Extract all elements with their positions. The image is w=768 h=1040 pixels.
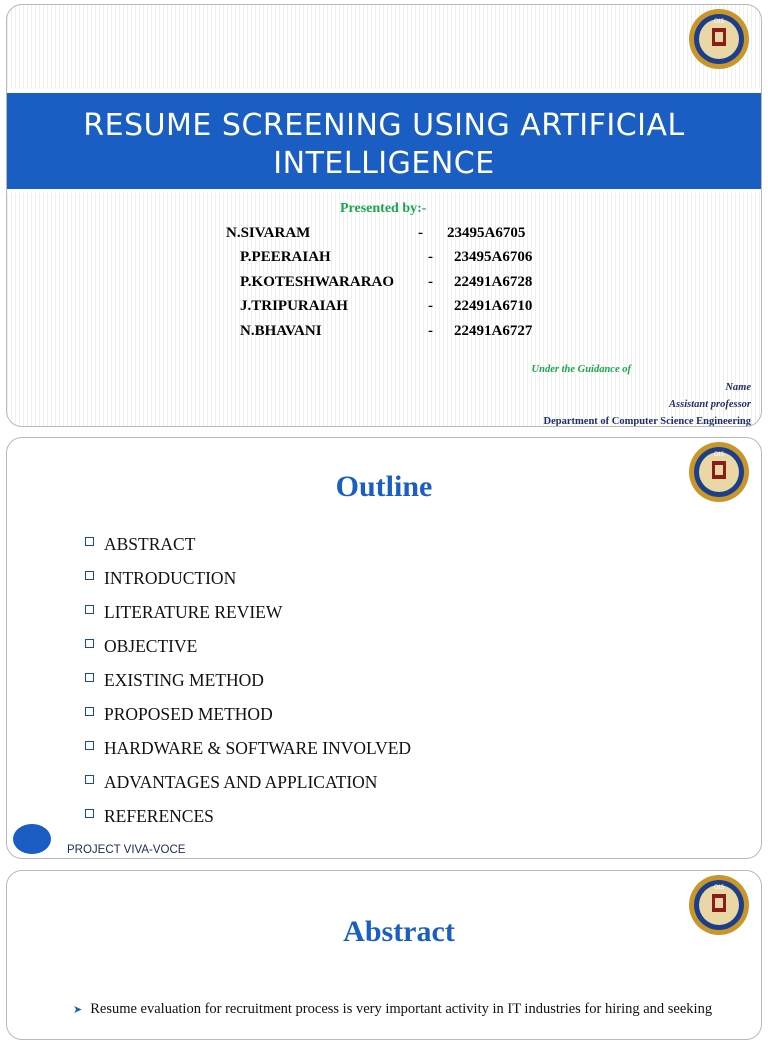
presented-by-label: Presented by:- [340,201,427,216]
outline-slide [6,437,762,859]
square-bullet-icon [85,707,94,716]
member-name: J.TRIPURAIAH [240,298,348,314]
footer-circle-icon [13,824,51,854]
outline-item: ABSTRACT [85,534,411,568]
guidance-label: Under the Guidance of [531,364,631,375]
guide-designation: Assistant professor [669,399,751,410]
member-name: P.KOTESHWARARAO [240,274,395,290]
member-id: 22491A6727 [454,323,533,339]
member-id: 22491A6728 [454,274,533,290]
outline-item: LITERATURE REVIEW [85,602,411,636]
abstract-heading: Abstract [343,915,455,948]
outline-item: OBJECTIVE [85,636,411,670]
outline-item: INTRODUCTION [85,568,411,602]
member-dash: - [418,225,423,241]
title-slide [6,4,762,427]
square-bullet-icon [85,673,94,682]
outline-item: REFERENCES [85,806,411,840]
member-name: P.PEERAIAH [240,249,331,265]
abstract-slide [6,870,762,1040]
abstract-bullet-text: Resume evaluation for recruitment process is very important activity in IT industries for hiring and seeking [90,1001,713,1017]
guide-name: Name [725,382,751,393]
outline-item: PROPOSED METHOD [85,704,411,738]
member-id: 22491A6710 [454,298,533,314]
square-bullet-icon [85,537,94,546]
member-id: 23495A6706 [454,249,533,265]
outline-item: ADVANTAGES AND APPLICATION [85,772,411,806]
square-bullet-icon [85,809,94,818]
square-bullet-icon [85,605,94,614]
outline-item: HARDWARE & SOFTWARE INVOLVED [85,738,411,772]
presentation-title: RESUME SCREENING USING ARTIFICIAL INTELLIGENCE [83,108,685,181]
member-id: 23495A6705 [447,225,526,241]
member-name: N.BHAVANI [240,323,322,339]
outline-item: EXISTING METHOD [85,670,411,704]
svg-text:OIS: OIS [713,884,725,891]
svg-text:OIS: OIS [713,451,725,458]
square-bullet-icon [85,639,94,648]
member-dash: - [428,323,433,339]
outline-heading: Outline [335,470,433,503]
svg-text:OIS: OIS [713,18,725,25]
square-bullet-icon [85,775,94,784]
member-dash: - [428,274,433,290]
footer-label: PROJECT VIVA-VOCE [67,844,186,856]
college-logo-icon [688,8,750,70]
member-name: N.SIVARAM [226,225,311,241]
title-band [7,89,761,193]
member-dash: - [428,249,433,265]
member-dash: - [428,298,433,314]
abstract-bullet [73,1001,733,1018]
arrow-bullet-icon: ➤ [73,1004,83,1016]
square-bullet-icon [85,741,94,750]
guide-department: Department of Computer Science Engineering [543,416,751,427]
square-bullet-icon [85,571,94,580]
outline-list [85,534,411,840]
